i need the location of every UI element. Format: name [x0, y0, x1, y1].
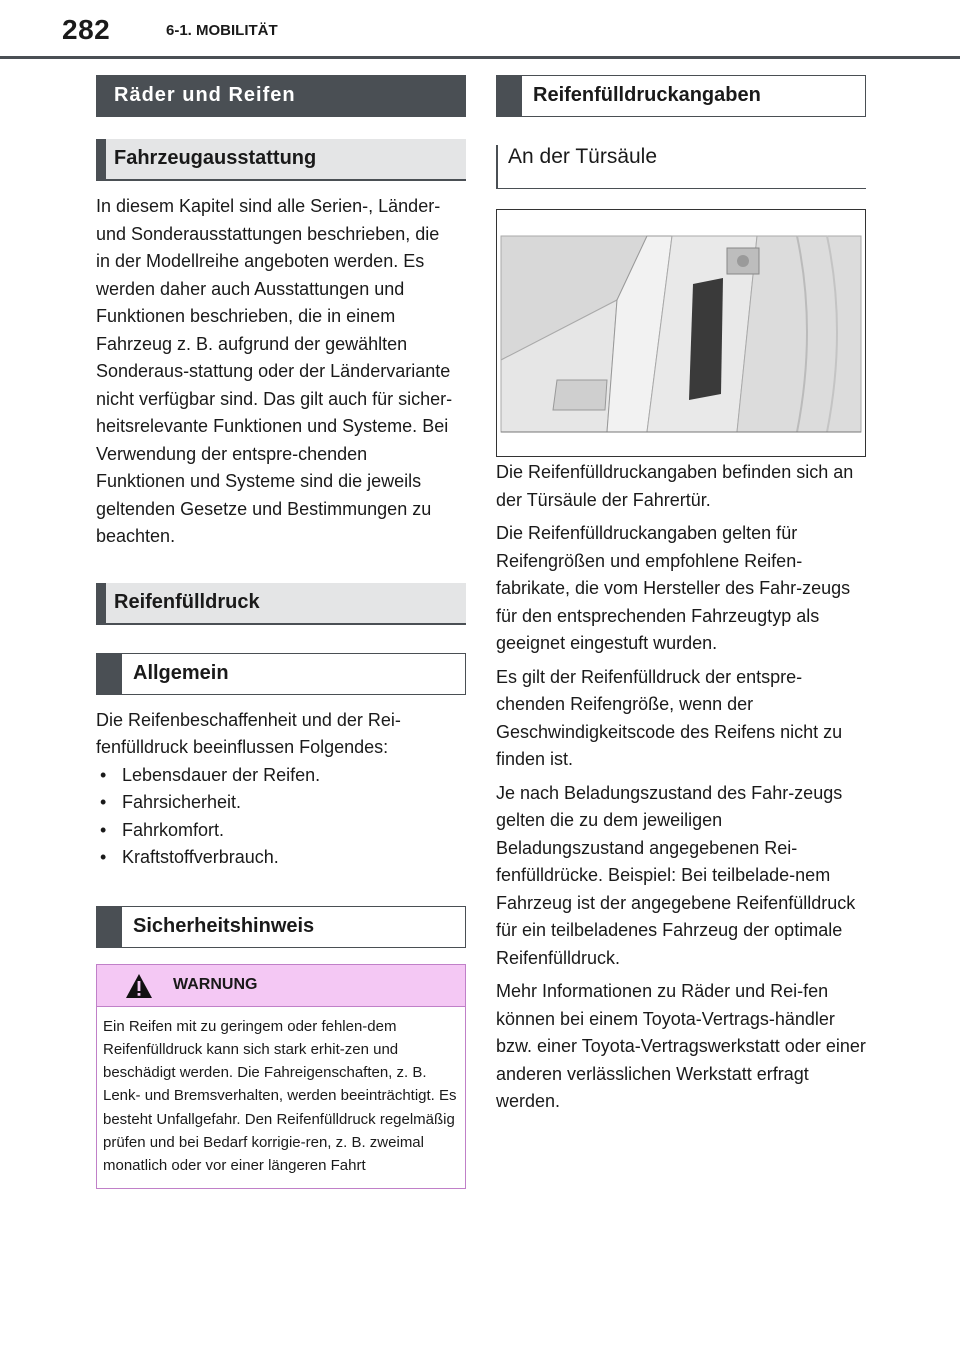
- heading-sicherheitshinweis: Sicherheitshinweis: [96, 906, 466, 948]
- heading-allgemein: Allgemein: [96, 653, 466, 695]
- list-item: • Lebensdauer der Reifen.: [96, 762, 466, 790]
- chapter-title: Räder und Reifen: [96, 75, 466, 117]
- heading-reifenfuelldruck: Reifenfülldruck: [96, 583, 466, 625]
- paragraph-3: Es gilt der Reifenfülldruck der entspre-chenden Reifengröße, wenn der Geschwindigkeitscode des Reifens nicht zu finden ist.: [496, 666, 843, 769]
- left-column: [96, 75, 466, 1189]
- right-column: [496, 75, 866, 1116]
- heading-fahrzeugausstattung: Fahrzeugausstattung: [96, 139, 466, 181]
- paragraph-fahrzeugausstattung: In diesem Kapitel sind alle Serien-, Länder- und Sonderausstattungen beschrieben, die in der Modellreihe angeboten werden. Es werden daher auch Ausstattungen und Funktionen beschrieben, die in einem Fahrzeug z. B. aufgrund der gewählten Sonderaus-stattung oder der Ländervariante nicht verfügbar sind. Das gilt auch für sicher-heitsrelevante Funktionen und Systeme. Bei Verwendung der entspre-chenden Funktionen und Systeme sind die jeweils geltenden Gesetze und Bestimmungen zu beachten.: [96, 196, 453, 546]
- warning-text: Ein Reifen mit zu geringem oder fehlen-dem Reifenfülldruck kann sich stark erhit-zen und beschädigt werden. Die Fahreigenschaften, z. B. Lenk- und Bremsverhalten, werden beeinträchtigt. Es besteht Unfallgefahr. Den Reifenfülldruck regelmäßig prüfen und bei Bedarf korrigie-ren, z. B. zweimal monatlich oder vor einer längeren Fahrt: [103, 1017, 457, 1175]
- bullet-list: [96, 762, 466, 872]
- list-item: • Fahrsicherheit.: [96, 789, 466, 817]
- page-number: 282: [62, 14, 111, 45]
- list-item: • Kraftstoffverbrauch.: [96, 844, 466, 872]
- heading-reifenfuelldruckangaben: Reifenfülldruckangaben: [496, 75, 866, 117]
- header-rule: [0, 56, 960, 59]
- heading-an-der-tuersaeule: An der Türsäule: [496, 117, 866, 189]
- door-pillar-drawing: [497, 210, 865, 456]
- section-reference: 6-1. MOBILITÄT: [166, 22, 278, 39]
- list-item: • Fahrkomfort.: [96, 817, 466, 845]
- paragraph-4: Je nach Beladungszustand des Fahr-zeugs gelten die zu dem jeweiligen Beladungszustand angegebenen Rei-fenfülldrücke. Beispiel: Bei teilbelade-nem Fahrzeug ist der angegebene Reifenfülldruck für ein teilbeladenes Fahrzeug der optimale Reifenfülldruck.: [496, 782, 856, 968]
- paragraph-5: Mehr Informationen zu Räder und Rei-fen können bei einem Toyota-Vertrags-händler bzw. einer Toyota-Vertragswerkstatt oder einer anderen verlässlichen Werkstatt erfragt werden.: [496, 981, 866, 1111]
- warning-label: WARNUNG: [173, 975, 258, 993]
- door-pillar-illustration: [496, 209, 866, 457]
- warning-triangle-icon: [125, 973, 153, 999]
- paragraph-allgemein: Die Reifenbeschaffenheit und der Rei-fenfülldruck beeinflussen Folgendes:: [96, 709, 401, 757]
- warning-box: [96, 964, 466, 1189]
- paragraph-2: Die Reifenfülldruckangaben gelten für Reifengrößen und empfohlene Reifen-fabrikate, die vom Hersteller des Fahr-zeugs für den entsprechenden Fahrzeugtyp als geeignet eingestuft wurden.: [496, 523, 851, 653]
- page-header: [0, 0, 960, 58]
- warning-header: [97, 965, 465, 1007]
- paragraph-1: Die Reifenfülldruckangaben befinden sich an der Türsäule der Fahrertür.: [496, 462, 854, 510]
